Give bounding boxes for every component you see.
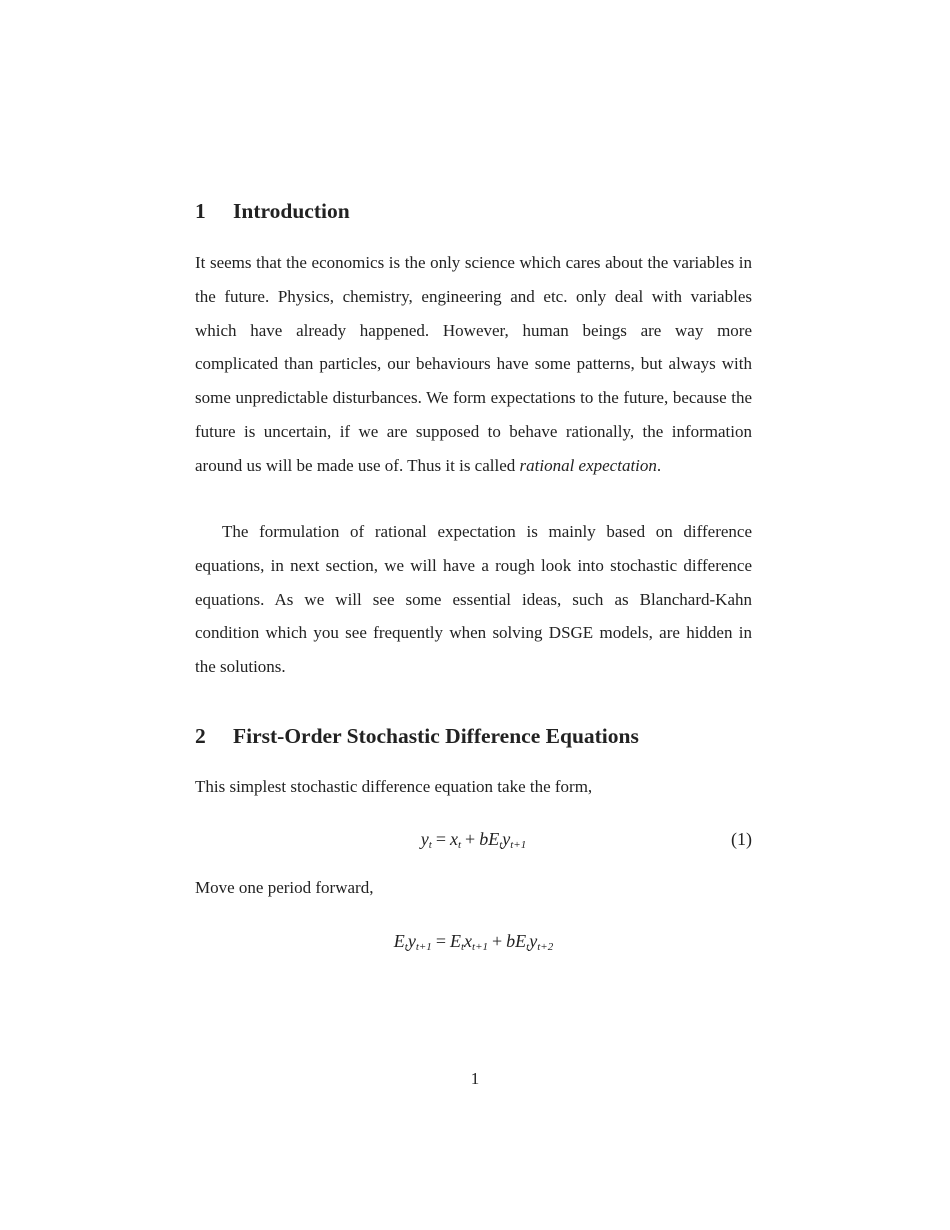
eq1-y2-sub: t+1 [510, 839, 527, 851]
eq2-rhs-y-sub: t+2 [537, 941, 554, 953]
section-2-title: First-Order Stochastic Difference Equations [233, 724, 639, 748]
eq1-y-sub: t [428, 839, 432, 851]
equation-1-expression [195, 824, 752, 854]
eq2-rhs-be-sub: t [526, 941, 530, 953]
eq1-y2: y [502, 829, 511, 849]
section-2-intro: This simplest stochastic difference equation take the form, [195, 777, 593, 796]
eq2-rhs-e-sub: t [460, 941, 465, 953]
eq2-rhs-x: x [464, 931, 473, 951]
eq2-lhs-y: y [407, 931, 416, 951]
eq1-y: y [420, 829, 429, 849]
eq1-x: x [449, 829, 458, 849]
eq2-rhs-y: y [529, 931, 538, 951]
eq2-lhs-e: E [393, 931, 405, 951]
section-2-between: Move one period forward, [195, 878, 374, 897]
equation-1-number: (1) [731, 829, 752, 849]
eq2-lhs-e-sub: t [404, 941, 408, 953]
eq1-e-sub: t [499, 839, 503, 851]
intro-paragraph-2: The formulation of rational expectation is mainly based on difference equations, in next section, we will have a rough look into stochastic difference equations. As we will see some essential ideas, such as Blanchard-Kahn condition which you see frequently when solving DSGE models, are hidden in the solutions. [195, 522, 752, 677]
equation-1 [195, 824, 752, 854]
eq2-lhs-y-sub: t+1 [415, 941, 432, 953]
intro-paragraph-1-text: It seems that the economics is the only science which cares about the variables in the future. Physics, chemistry, engineering and etc. only deal with variables which have already happened. However, human beings are way more complicated than particles, our behaviours have some patterns, but always with some unpredictable disturbances. We form expectations to the future, because the future is uncertain, if we are supposed to behave rationally, the information around us will be made use of. Thus it is called [195, 253, 752, 475]
section-1-title: Introduction [233, 199, 350, 223]
rational-expectation-term: rational expectation [519, 455, 657, 475]
page-number: 1 [470, 1069, 480, 1088]
eq1-b-e: bE [479, 829, 500, 849]
eq2-equals: = [435, 931, 446, 951]
eq2-rhs-x-sub: t+1 [472, 941, 489, 953]
section-2-number: 2 [195, 724, 206, 748]
section-2-heading [195, 723, 755, 749]
eq2-rhs-e: E [449, 931, 461, 951]
section-1-heading [195, 198, 755, 224]
equation-2-expression [195, 926, 752, 956]
eq2-rhs-b-e: bE [506, 931, 527, 951]
equation-2 [195, 926, 752, 956]
eq1-x-sub: t [457, 839, 462, 851]
intro-paragraph-1 [195, 246, 752, 483]
eq2-plus: + [492, 931, 503, 951]
eq1-plus: + [465, 829, 476, 849]
intro-paragraph-1-end: . [656, 455, 662, 475]
eq1-equals: = [435, 829, 446, 849]
section-1-number: 1 [195, 199, 206, 223]
